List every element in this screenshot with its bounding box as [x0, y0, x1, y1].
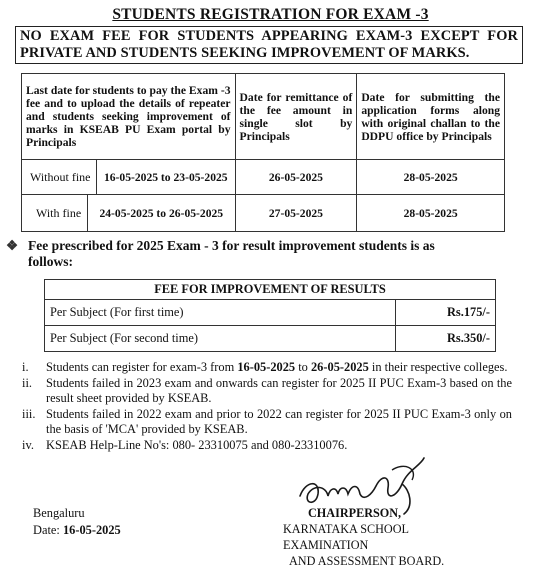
- with-fine-range: 24-05-2025 to 26-05-2025: [99, 206, 224, 220]
- note-i-text: [46, 360, 512, 376]
- with-fine-remit: 27-05-2025: [235, 195, 357, 232]
- footer-date: [33, 522, 121, 539]
- schedule-row-without-fine: [22, 160, 505, 195]
- note-i-to-date: 26-05-2025: [310, 360, 369, 374]
- signatory-line1: CHAIRPERSON,: [308, 506, 402, 520]
- note-iv-number: iv.: [22, 437, 34, 452]
- without-fine-remit: 26-05-2025: [235, 160, 357, 195]
- without-fine-label: Without fine: [22, 160, 97, 194]
- fee-row-first-amount: Rs.175/-: [396, 300, 496, 326]
- footer-date-value: 16-05-2025: [62, 523, 121, 537]
- note-i-from-date: 16-05-2025: [237, 360, 296, 374]
- without-fine-cell: [22, 160, 236, 195]
- fee-row-first: [45, 300, 496, 326]
- footer-left: [33, 505, 121, 539]
- note-i-number: i.: [22, 360, 29, 374]
- fee-row-second-label: Per Subject (For second time): [45, 326, 396, 352]
- with-fine-submit: 28-05-2025: [357, 195, 505, 232]
- header-remittance-date: Date for remittance of the fee amount in single slot by Principals: [235, 74, 357, 160]
- page-title: STUDENTS REGISTRATION FOR EXAM -3: [112, 6, 429, 23]
- note-iv-text: KSEAB Help-Line No's: 080- 23310075 and 080-23310076.: [46, 437, 348, 452]
- fee-intro: [6, 238, 526, 270]
- fee-table-heading: FEE FOR IMPROVEMENT OF RESULTS: [45, 280, 496, 300]
- note-i-pre: Students can register for exam-3 from: [46, 360, 238, 374]
- footer-date-label: Date:: [33, 523, 63, 537]
- without-fine-submit: 28-05-2025: [357, 160, 505, 195]
- signatory-line3: AND ASSESSMENT BOARD.: [289, 554, 445, 568]
- note-iii-number: iii.: [22, 406, 36, 421]
- footer-place: Bengaluru: [33, 506, 85, 520]
- note-i: [22, 360, 512, 376]
- header-last-date: Last date for students to pay the Exam -3 fee and to upload the details of repeater and students seeking improvement of marks in KSEAB PU Exam portal by Principals: [22, 74, 236, 160]
- signatory-line2: KARNATAKA SCHOOL EXAMINATION: [283, 522, 409, 552]
- note-i-mid: to: [295, 360, 311, 374]
- fee-intro-line2: follows:: [28, 254, 73, 269]
- signatory-block: [283, 505, 483, 569]
- note-iii: [22, 407, 512, 438]
- schedule-row-with-fine: [22, 195, 505, 232]
- note-ii-number: ii.: [22, 375, 32, 390]
- note-iii-text: Students failed in 2022 exam and prior to 2022 can register for 2025 II PUC Exam-3 only on the basis of 'MCA' provided by KSEAB.: [46, 406, 512, 437]
- notes-list: [22, 360, 512, 454]
- fee-intro-line1: Fee prescribed for 2025 Exam - 3 for result improvement students is as: [28, 238, 435, 253]
- fee-row-second-amount: Rs.350/-: [396, 326, 496, 352]
- note-ii: [22, 376, 512, 407]
- with-fine-cell: [22, 195, 236, 232]
- fee-row-first-label: Per Subject (For first time): [45, 300, 396, 326]
- header-submission-date: Date for submitting the application forms along with original challan to the DDPU office by Principals: [357, 74, 505, 160]
- schedule-header-row: [22, 74, 505, 160]
- note-i-post: in their respective colleges.: [368, 360, 508, 374]
- with-fine-label: With fine: [22, 195, 88, 231]
- schedule-table: [21, 73, 505, 232]
- without-fine-range: 16-05-2025 to 23-05-2025: [103, 170, 228, 184]
- fee-row-second: [45, 326, 496, 352]
- note-ii-text: Students failed in 2023 exam and onwards can register for 2025 II PUC Exam-3 based on the result sheet provided by KSEAB.: [46, 375, 512, 406]
- fee-table: [44, 279, 496, 352]
- no-fee-banner: NO EXAM FEE FOR STUDENTS APPEARING EXAM-3 EXCEPT FOR PRIVATE AND STUDENTS SEEKING IMPROVEMENT OF MARKS.: [15, 26, 523, 64]
- diamond-bullet-icon: ❖: [6, 238, 19, 253]
